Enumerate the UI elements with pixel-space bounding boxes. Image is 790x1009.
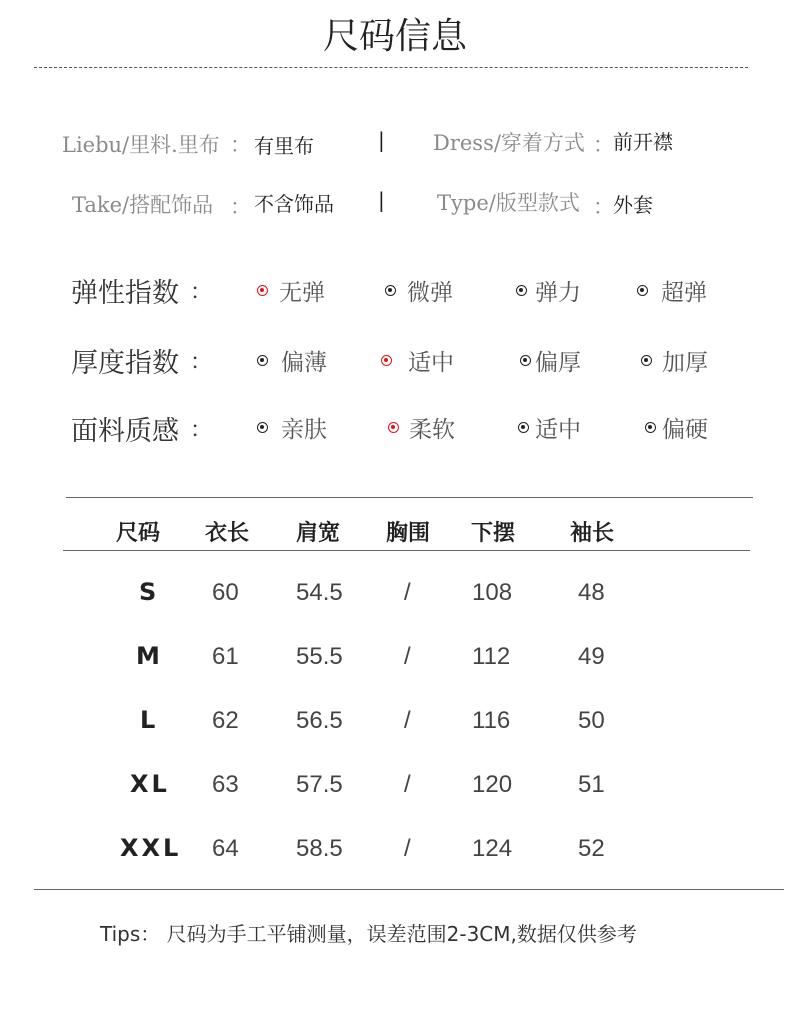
info-value-lining: 有里布 bbox=[254, 134, 314, 158]
radio-icon bbox=[520, 355, 531, 366]
size-cell: L bbox=[140, 706, 159, 734]
table-header-hem: 下摆 bbox=[471, 521, 516, 546]
table-cell: 116 bbox=[472, 707, 511, 734]
dashed-divider bbox=[34, 67, 748, 68]
option-elasticity-0[interactable]: 无弹 bbox=[257, 274, 325, 307]
option-elasticity-3[interactable]: 超弹 bbox=[637, 274, 707, 307]
table-cell: 55.5 bbox=[296, 643, 343, 670]
info-colon: ： bbox=[230, 133, 251, 157]
table-header-chest: 胸围 bbox=[386, 521, 431, 546]
table-cell: 58.5 bbox=[296, 835, 343, 862]
radio-icon bbox=[637, 285, 648, 296]
tips-note: Tips： 尺码为手工平铺测量，误差范围2-3CM,数据仅供参考 bbox=[100, 922, 637, 946]
radio-icon bbox=[641, 355, 652, 366]
index-colon: ： bbox=[190, 280, 213, 305]
table-cell: / bbox=[404, 579, 411, 606]
info-value-type: 外套 bbox=[613, 193, 653, 217]
index-label-thickness: 厚度指数 bbox=[71, 348, 179, 379]
index-colon: ： bbox=[190, 418, 213, 443]
radio-icon bbox=[518, 422, 529, 433]
index-label-elasticity: 弹性指数 bbox=[71, 278, 179, 309]
radio-icon bbox=[257, 422, 268, 433]
radio-selected-icon bbox=[388, 422, 399, 433]
table-top-rule bbox=[66, 497, 753, 498]
table-cell: 63 bbox=[212, 771, 239, 798]
table-cell: 50 bbox=[578, 707, 605, 734]
table-cell: 60 bbox=[212, 579, 239, 606]
radio-selected-icon bbox=[257, 285, 268, 296]
option-texture-1[interactable]: 柔软 bbox=[388, 411, 455, 444]
table-cell: 124 bbox=[472, 835, 513, 862]
table-cell: 64 bbox=[212, 835, 239, 862]
table-cell: / bbox=[404, 643, 411, 670]
page-title: 尺码信息 bbox=[322, 16, 467, 57]
size-cell: XXL bbox=[120, 834, 182, 862]
option-thickness-3[interactable]: 加厚 bbox=[641, 344, 708, 377]
option-elasticity-2[interactable]: 弹力 bbox=[516, 274, 581, 307]
index-colon: ： bbox=[190, 350, 213, 375]
info-label-type: Type/版型款式 bbox=[437, 191, 580, 215]
size-cell: XL bbox=[130, 770, 170, 798]
table-header-length: 衣长 bbox=[205, 521, 250, 546]
radio-selected-icon bbox=[381, 355, 392, 366]
table-cell: 51 bbox=[578, 771, 605, 798]
table-cell: / bbox=[404, 835, 411, 862]
info-colon: ： bbox=[593, 195, 614, 219]
table-header-size: 尺码 bbox=[116, 521, 161, 546]
option-texture-2[interactable]: 适中 bbox=[518, 411, 581, 444]
table-cell: 49 bbox=[578, 643, 605, 670]
info-colon: ： bbox=[593, 133, 614, 157]
option-thickness-2[interactable]: 偏厚 bbox=[520, 344, 581, 377]
radio-icon bbox=[516, 285, 527, 296]
info-value-dress: 前开襟 bbox=[613, 130, 673, 154]
table-cell: 61 bbox=[212, 643, 239, 670]
size-cell: M bbox=[136, 642, 163, 670]
table-header-rule bbox=[63, 550, 750, 551]
radio-icon bbox=[385, 285, 396, 296]
table-cell: 48 bbox=[578, 579, 605, 606]
option-texture-0[interactable]: 亲肤 bbox=[257, 411, 327, 444]
info-value-take: 不含饰品 bbox=[254, 192, 334, 216]
table-header-shoulder: 肩宽 bbox=[296, 521, 341, 546]
table-cell: 120 bbox=[472, 771, 513, 798]
radio-icon bbox=[645, 422, 656, 433]
table-cell: 62 bbox=[212, 707, 239, 734]
option-elasticity-1[interactable]: 微弹 bbox=[385, 274, 453, 307]
table-cell: 54.5 bbox=[296, 579, 343, 606]
table-header-sleeve: 袖长 bbox=[570, 521, 615, 546]
table-cell: / bbox=[404, 771, 411, 798]
info-label-dress: Dress/穿着方式 bbox=[433, 131, 585, 155]
table-cell: / bbox=[404, 707, 411, 734]
option-thickness-0[interactable]: 偏薄 bbox=[257, 344, 327, 377]
option-thickness-1[interactable]: 适中 bbox=[381, 344, 454, 377]
table-cell: 112 bbox=[472, 643, 511, 670]
info-separator: | bbox=[378, 128, 385, 152]
info-colon: ： bbox=[230, 195, 251, 219]
table-cell: 57.5 bbox=[296, 771, 343, 798]
info-label-lining: Liebu/里料.里布 bbox=[62, 133, 220, 157]
option-texture-3[interactable]: 偏硬 bbox=[645, 411, 708, 444]
index-label-texture: 面料质感 bbox=[71, 416, 179, 447]
table-cell: 52 bbox=[578, 835, 605, 862]
radio-icon bbox=[257, 355, 268, 366]
table-bottom-rule bbox=[34, 889, 784, 890]
info-separator: | bbox=[378, 188, 385, 212]
table-cell: 56.5 bbox=[296, 707, 343, 734]
info-label-take: Take/搭配饰品 bbox=[72, 193, 214, 217]
table-cell: 108 bbox=[472, 579, 513, 606]
size-cell: S bbox=[139, 578, 160, 606]
